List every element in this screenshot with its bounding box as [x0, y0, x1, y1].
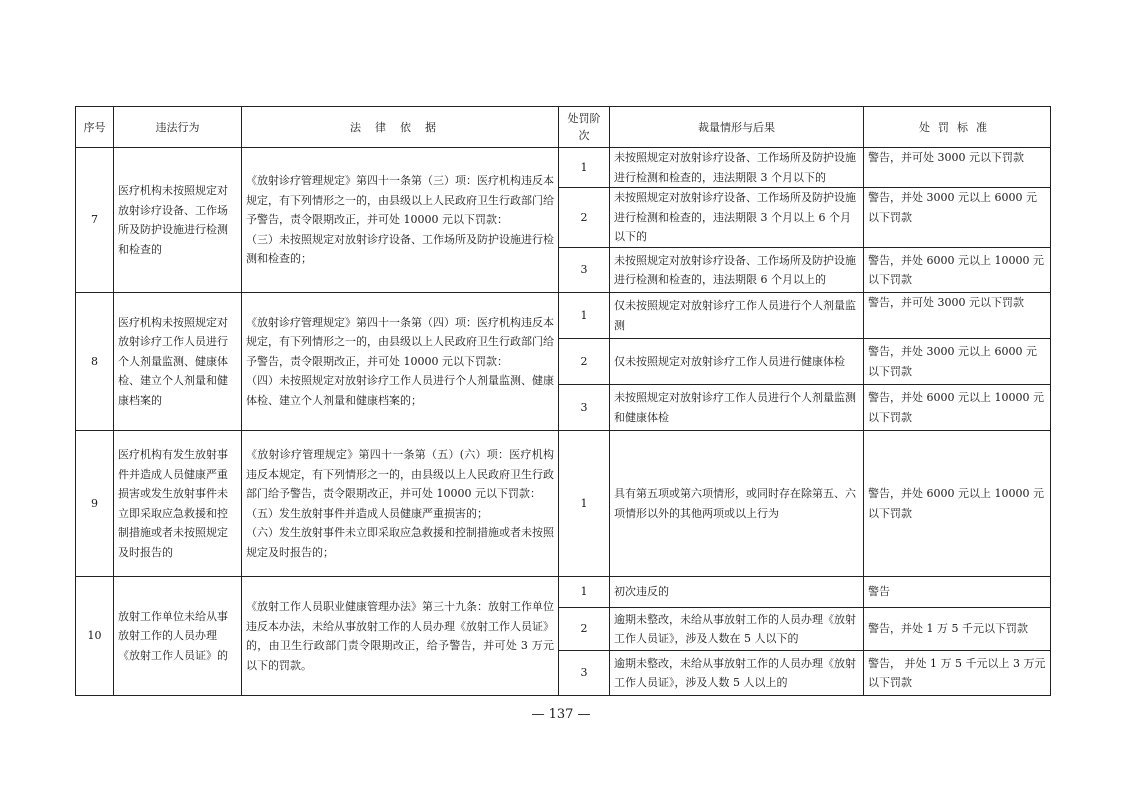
row-basis: [242, 148, 559, 293]
table-row: [76, 577, 1051, 608]
circumstance-cell: 未按照规定对放射诊疗设备、工作场所及防护设施进行检测和检查的，违法期限 3 个月以上 6 个月以下的: [610, 188, 864, 248]
level-cell: 2: [559, 608, 610, 651]
row-violation: 医疗机构有发生放射事件并造成人员健康严重损害或发生放射事件未立即采取应急救援和控制措施或者未按照规定及时报告的: [114, 431, 242, 577]
row-basis: [242, 577, 559, 696]
circumstance-cell: 仅未按照规定对放射诊疗工作人员进行健康体检: [610, 339, 864, 385]
level-cell: 1: [559, 148, 610, 188]
basis-line: （六）发生放射事件未立即采取应急救援和控制措施或者未按照规定及时报告的；: [246, 526, 554, 559]
standard-cell: 警告，并处 1 万 5 千元以下罚款: [864, 608, 1051, 651]
level-cell: 3: [559, 385, 610, 431]
standard-cell: 警告: [864, 577, 1051, 608]
level-cell: 1: [559, 577, 610, 608]
row-seq: 10: [76, 577, 114, 696]
header-violation: 违法行为: [114, 107, 242, 148]
row-violation: 放射工作单位未给从事放射工作的人员办理《放射工作人员证》的: [114, 577, 242, 696]
circumstance-cell: 仅未按照规定对放射诊疗工作人员进行个人剂量监测: [610, 293, 864, 339]
header-basis: 法律依据: [242, 107, 559, 148]
basis-line: （四）未按照规定对放射诊疗工作人员进行个人剂量监测、健康体检、建立个人剂量和健康档案的；: [246, 374, 554, 407]
standard-cell: 警告，并处 6000 元以上 10000 元以下罚款: [864, 431, 1051, 577]
header-seq: 序号: [76, 107, 114, 148]
header-level: 处罚阶次: [559, 107, 610, 148]
page-number: — 137 —: [531, 707, 591, 722]
row-seq: 7: [76, 148, 114, 293]
level-cell: 1: [559, 431, 610, 577]
circumstance-cell: 逾期未整改，未给从事放射工作的人员办理《放射工作人员证》，涉及人数 5 人以上的: [610, 651, 864, 696]
row-basis: [242, 293, 559, 431]
row-violation: 医疗机构未按照规定对放射诊疗设备、工作场所及防护设施进行检测和检查的: [114, 148, 242, 293]
level-cell: 3: [559, 651, 610, 696]
circumstance-cell: 未按照规定对放射诊疗设备、工作场所及防护设施进行检测和检查的，违法期限 6 个月以上的: [610, 248, 864, 293]
basis-line: 《放射诊疗管理规定》第四十一条第（五）(六）项：医疗机构违反本规定，有下列情形之一的，由县级以上人民政府卫生行政部门给予警告，责令限期改正，并可处 10000 元以下罚款：: [246, 448, 554, 500]
standard-cell: 警告，并处 6000 元以上 10000 元以下罚款: [864, 385, 1051, 431]
circumstance-cell: 初次违反的: [610, 577, 864, 608]
basis-line: 《放射诊疗管理规定》第四十一条第（四）项：医疗机构违反本规定，有下列情形之一的，由县级以上人民政府卫生行政部门给予警告，责令限期改正，并可处 10000 元以下罚款：: [246, 315, 554, 368]
table-row: [76, 293, 1051, 339]
circumstance-cell: 逾期未整改，未给从事放射工作的人员办理《放射工作人员证》，涉及人数在 5 人以下的: [610, 608, 864, 651]
row-seq: 9: [76, 431, 114, 577]
standard-cell: 警告，并处 3000 元以上 6000 元以下罚款: [864, 188, 1051, 248]
penalty-table: [75, 106, 1051, 696]
basis-line: （三）未按照规定对放射诊疗设备、工作场所及防护设施进行检测和检查的；: [246, 232, 554, 266]
standard-cell: 警告，并可处 3000 元以下罚款: [864, 293, 1051, 339]
level-cell: 2: [559, 339, 610, 385]
table-row: [76, 148, 1051, 188]
standard-cell: 警告，并可处 3000 元以下罚款: [864, 148, 1051, 188]
level-cell: 2: [559, 188, 610, 248]
basis-line: （五）发生放射事件并造成人员健康严重损害的；: [246, 506, 488, 520]
circumstance-cell: 未按照规定对放射诊疗设备、工作场所及防护设施进行检测和检查的，违法期限 3 个月以下的: [610, 148, 864, 188]
table-header-row: [76, 107, 1051, 148]
circumstance-cell: 具有第五项或第六项情形，或同时存在除第五、六项情形以外的其他两项或以上行为: [610, 431, 864, 577]
standard-cell: 警告，并处 6000 元以上 10000 元以下罚款: [864, 248, 1051, 293]
row-violation: 医疗机构未按照规定对放射诊疗工作人员进行个人剂量监测、健康体检、建立个人剂量和健康档案的: [114, 293, 242, 431]
row-seq: 8: [76, 293, 114, 431]
table-row: [76, 431, 1051, 577]
header-circumstance: 裁量情形与后果: [610, 107, 864, 148]
basis-line: 《放射诊疗管理规定》第四十一条第（三）项：医疗机构违反本规定，有下列情形之一的，由县级以上人民政府卫生行政部门给予警告，责令限期改正，并可处 10000 元以下罚款：: [246, 174, 554, 227]
circumstance-cell: 未按照规定对放射诊疗工作人员进行个人剂量监测和健康体检: [610, 385, 864, 431]
standard-cell: 警告， 并处 1 万 5 千元以上 3 万元以下罚款: [864, 651, 1051, 696]
standard-cell: 警告，并处 3000 元以上 6000 元以下罚款: [864, 339, 1051, 385]
level-cell: 3: [559, 248, 610, 293]
level-cell: 1: [559, 293, 610, 339]
basis-line: 《放射工作人员职业健康管理办法》第三十九条：放射工作单位违反本办法，未给从事放射工作的人员办理《放射工作人员证》的，由卫生行政部门责令限期改正，给予警告，并可处 3 万元以下的罚款。: [246, 600, 554, 672]
row-basis: [242, 431, 559, 577]
header-standard: 处罚标准: [864, 107, 1051, 148]
